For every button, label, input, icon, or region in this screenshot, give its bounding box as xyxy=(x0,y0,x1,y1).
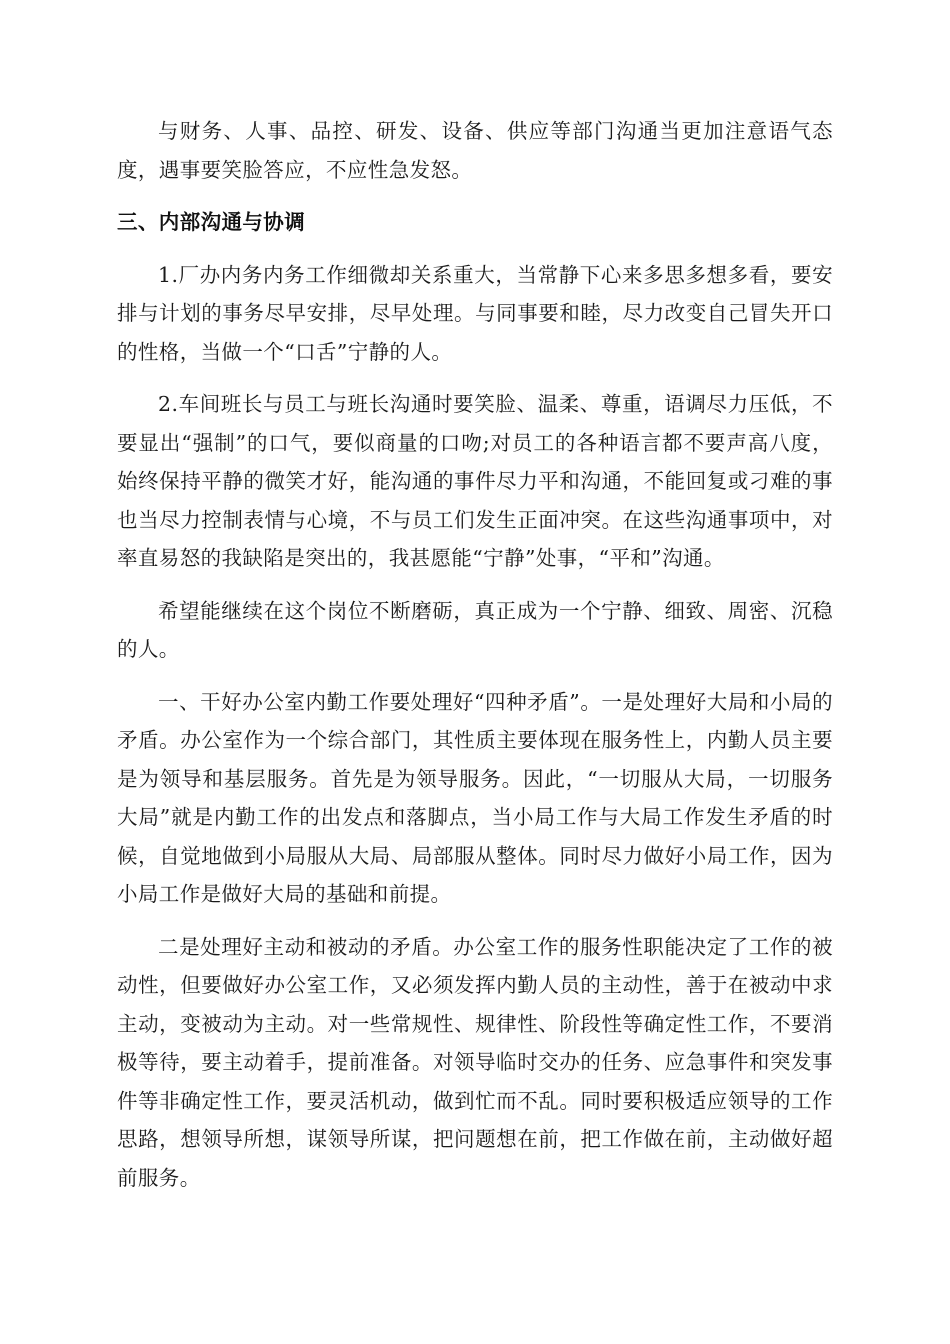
paragraph-active-passive: 二是处理好主动和被动的矛盾。办公室工作的服务性职能决定了工作的被动性，但要做好办公室工作，又必须发挥内勤人员的主动性，善于在被动中求主动，变被动为主动。对一些常规性、规律性、阶段性等确定性工作，不要消极等待，要主动着手，提前准备。对领导临时交办的任务、应急事件和突发事件等非确定性工作，要灵活机动，做到忙而不乱。同时要积极适应领导的工作思路，想领导所想，谋领导所谋，把问题想在前，把工作做在前，主动做好超前服务。 xyxy=(117,934,833,1190)
paragraph-office-affairs: 1.厂办内务内务工作细微却关系重大，当常静下心来多思多想多看，要安排与计划的事务尽早安排，尽早处理。与同事要和睦，尽力改变自己冒失开口的性格，当做一个“口舌”宁静的人。 xyxy=(117,262,833,364)
paragraph-communication-attitude: 与财务、人事、品控、研发、设备、供应等部门沟通当更加注意语气态度，遇事要笑脸答应，不应性急发怒。 xyxy=(117,119,833,182)
paragraph-hope: 希望能继续在这个岗位不断磨砺，真正成为一个宁静、细致、周密、沉稳的人。 xyxy=(117,598,833,661)
section-heading-internal-communication: 三、内部沟通与协调 xyxy=(117,210,306,234)
document-body xyxy=(117,112,833,1211)
paragraph-four-contradictions: 一、干好办公室内勤工作要处理好“四种矛盾”。一是处理好大局和小局的矛盾。办公室作为一个综合部门，其性质主要体现在服务性上，内勤人员主要是为领导和基层服务。首先是为领导服务。因此，“一切服从大局，一切服务大局”就是内勤工作的出发点和落脚点，当小局工作与大局工作发生矛盾的时候，自觉地做到小局服从大局、局部服从整体。同时尽力做好小局工作，因为小局工作是做好大局的基础和前提。 xyxy=(117,689,833,906)
paragraph-workshop-communication: 2.车间班长与员工与班长沟通时要笑脸、温柔、尊重，语调尽力压低，不要显出“强制”的口气，要似商量的口吻;对员工的各种语言都不要声高八度，始终保持平静的微笑才好，能沟通的事件尽力平和沟通，不能回复或刁难的事也当尽力控制表情与心境，不与员工们发生正面冲突。在这些沟通事项中，对率直易怒的我缺陷是突出的，我甚愿能“宁静”处事，“平和”沟通。 xyxy=(117,392,833,570)
